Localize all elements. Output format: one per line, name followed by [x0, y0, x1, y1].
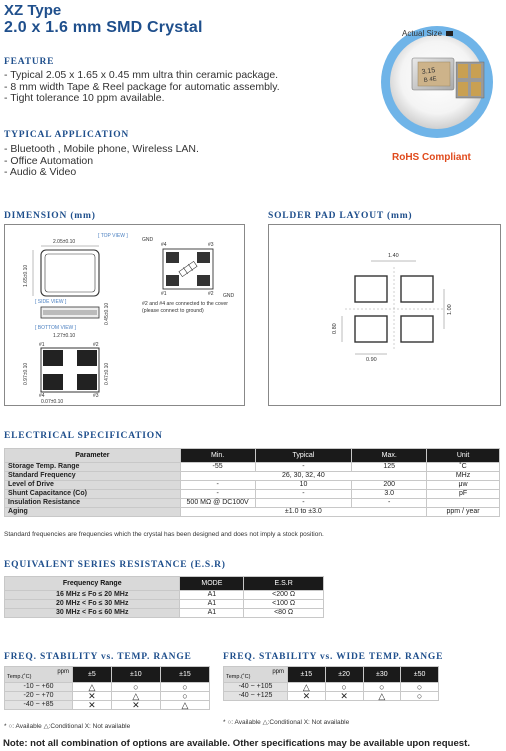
table-row [5, 508, 500, 517]
table-row [5, 591, 324, 600]
solder-title: SOLDER PAD LAYOUT (mm) [268, 211, 413, 221]
availability-cell: ✕ [111, 701, 160, 710]
dimension-drawing [4, 224, 245, 406]
freq-stability-legend: * ○: Available △:Conditional X: Not available [4, 723, 131, 730]
product-photo [372, 22, 502, 140]
actual-size-text: Actual Size [402, 29, 443, 38]
electrical-note: Standard frequencies are frequencies which the crystal has been designed and does not imply a stock position. [4, 531, 324, 538]
col-ppm: ±15 [288, 667, 326, 683]
corner-cell [224, 667, 288, 683]
actual-size-icon [446, 31, 453, 36]
pin2-label: #2 [93, 342, 99, 348]
wide-stability-title: FREQ. STABILITY vs. WIDE TEMP. RANGE [223, 652, 444, 662]
param-cell: Insulation Resistance [5, 499, 181, 508]
col-ppm: ±50 [401, 667, 439, 683]
pin3-top-label: #3 [208, 242, 214, 248]
table-row [5, 600, 324, 609]
table-row [5, 692, 210, 701]
table-row [5, 683, 210, 692]
electrical-table [4, 448, 500, 517]
param-cell: Aging [5, 508, 181, 517]
pin3-label: #3 [93, 393, 99, 399]
rohs-badge: RoHS Compliant [392, 152, 471, 163]
dim-pad-w-label: 1.27±0.10 [53, 333, 76, 339]
unit-cell: pF [427, 490, 500, 499]
availability-cell: △ [73, 683, 112, 692]
freq-stability-table [4, 666, 210, 710]
esr-title: EQUIVALENT SERIES RESISTANCE (E.S.R) [4, 560, 226, 570]
table-row [5, 490, 500, 499]
col-ppm: ±5 [73, 667, 112, 683]
availability-cell: △ [363, 692, 401, 701]
min-cell: - [180, 490, 255, 499]
application-item: - Audio & Video [4, 166, 77, 178]
col-typical: Typical [255, 449, 352, 463]
pin4-top-label: #4 [161, 242, 167, 248]
col-esr: E.S.R [244, 577, 324, 591]
actual-size-label [402, 29, 453, 38]
range-cell: 20 MHz < Fo ≤ 30 MHz [5, 600, 180, 609]
dim-pad-h-label: 0.97±0.10 [23, 362, 29, 385]
solder-pad-drawing [268, 224, 501, 406]
unit-cell: ˚C [427, 463, 500, 472]
max-cell: 200 [352, 481, 427, 490]
availability-cell: ○ [363, 683, 401, 692]
gnd-bottom-label: GND [223, 293, 235, 299]
temp-range-cell: -40 ~ +105 [224, 683, 288, 692]
temp-range-cell: -20 ~ +70 [5, 692, 73, 701]
application-title: TYPICAL APPLICATION [4, 130, 130, 140]
unit-cell [427, 499, 500, 508]
availability-cell: ○ [325, 683, 363, 692]
pad-width-label: 0.90 [366, 357, 377, 363]
typ-cell: - [255, 490, 352, 499]
availability-cell: ○ [401, 692, 439, 701]
max-cell: 3.0 [352, 490, 427, 499]
table-row [5, 481, 500, 490]
dim-width-label: 2.05±0.10 [53, 239, 76, 245]
unit-cell: μw [427, 481, 500, 490]
table-row [5, 609, 324, 618]
product-title: 2.0 x 1.6 mm SMD Crystal [4, 19, 203, 36]
col-ppm: ±15 [160, 667, 209, 683]
col-frequency-range: Frequency Range [5, 577, 180, 591]
feature-list [4, 70, 280, 105]
side-view-label: [ SIDE VIEW ] [35, 299, 67, 305]
esr-cell: <200 Ω [244, 591, 324, 600]
esr-cell: <80 Ω [244, 609, 324, 618]
application-item: - Bluetooth , Mobile phone, Wireless LAN. [4, 143, 199, 155]
wide-stability-table [223, 666, 439, 701]
mode-cell: A1 [180, 600, 244, 609]
top-view-label: [ TOP VIEW ] [98, 233, 128, 239]
ppm-label: ppm [57, 669, 69, 675]
col-unit: Unit [427, 449, 500, 463]
temp-range-cell: -10 ~ +60 [5, 683, 73, 692]
pin4-label: #4 [39, 393, 45, 399]
availability-cell: ○ [111, 683, 160, 692]
footer-note: Note: not all combination of options are available. Other specifications may be available upon request. [3, 738, 470, 749]
availability-cell: ✕ [288, 692, 326, 701]
availability-cell: △ [160, 701, 209, 710]
param-cell: Storage Temp. Range [5, 463, 181, 472]
range-cell: 16 MHz ≤ Fo ≤ 20 MHz [5, 591, 180, 600]
application-item: - Office Automation [4, 154, 94, 167]
table-row [5, 701, 210, 710]
param-cell: Standard Frequency [5, 472, 181, 481]
cover-note: #2 and #4 are connected to the cover [142, 301, 228, 307]
availability-cell: ○ [401, 683, 439, 692]
param-cell: Shunt Capacitance (Co) [5, 490, 181, 499]
max-cell: - [352, 499, 427, 508]
temp-range-cell: -40 ~ +125 [224, 692, 288, 701]
freq-stability-title: FREQ. STABILITY vs. TEMP. RANGE [4, 652, 192, 662]
availability-cell: ✕ [325, 692, 363, 701]
pin1-top-label: #1 [161, 291, 167, 297]
dimension-title: DIMENSION (mm) [4, 211, 96, 221]
availability-cell: ✕ [73, 692, 112, 701]
pin2-top-label: #2 [208, 291, 214, 297]
span-cell: 26, 30, 32, 40 [180, 472, 426, 481]
mode-cell: A1 [180, 591, 244, 600]
min-cell: -55 [180, 463, 255, 472]
col-ppm: ±30 [363, 667, 401, 683]
bottom-view-label: [ BOTTOM VIEW ] [35, 325, 77, 331]
svg-text:3.15: 3.15 [421, 67, 436, 76]
col-parameter: Parameter [5, 449, 181, 463]
dim-thickness-label: 0.45±0.10 [104, 302, 110, 325]
temp-range-cell: -40 ~ +85 [5, 701, 73, 710]
max-cell: 125 [352, 463, 427, 472]
ppm-label: ppm [272, 669, 284, 675]
dim-height-label: 1.65±0.10 [23, 264, 29, 287]
corner-cell [5, 667, 73, 683]
ground-note: (please connect to ground) [142, 308, 204, 314]
span-cell: ±1.0 to ±3.0 [180, 508, 426, 517]
col-min: Min. [180, 449, 255, 463]
typ-cell: 10 [255, 481, 352, 490]
table-row [224, 683, 439, 692]
esr-table [4, 576, 324, 618]
range-cell: 30 MHz < Fo ≤ 60 MHz [5, 609, 180, 618]
col-max: Max. [352, 449, 427, 463]
availability-cell: △ [288, 683, 326, 692]
availability-cell: ✕ [73, 701, 112, 710]
typ-cell: - [255, 499, 352, 508]
electrical-title: ELECTRICAL SPECIFICATION [4, 431, 163, 441]
col-ppm: ±10 [111, 667, 160, 683]
param-cell: Level of Drive [5, 481, 181, 490]
application-list [4, 144, 199, 179]
table-row [5, 472, 500, 481]
table-row [5, 499, 500, 508]
wide-stability-legend: * ○: Available △:Conditional X: Not available [223, 719, 350, 726]
availability-cell: △ [111, 692, 160, 701]
temp-label: Temp.(˚C) [7, 674, 32, 680]
dim-edge-label: 0.07±0.10 [41, 399, 64, 405]
unit-cell: ppm / year [427, 508, 500, 517]
typ-cell: - [255, 463, 352, 472]
pad-height-label: 0.80 [332, 323, 338, 334]
col-ppm: ±20 [325, 667, 363, 683]
col-mode: MODE [180, 577, 244, 591]
pin1-label: #1 [39, 342, 45, 348]
feature-item: - Typical 2.05 x 1.65 x 0.45 mm ultra thin ceramic package. [4, 69, 279, 81]
product-type: XZ Type [4, 2, 62, 19]
pitch-label: 1.40 [388, 253, 399, 259]
svg-text:B 4E: B 4E [423, 76, 438, 84]
feature-title: FEATURE [4, 57, 55, 67]
vertical-pitch-label: 1.00 [447, 304, 453, 315]
feature-item: - Tight tolerance 10 ppm available. [4, 92, 165, 104]
availability-cell: ○ [160, 692, 209, 701]
table-row [5, 463, 500, 472]
min-cell: 500 MΩ @ DC100V [180, 499, 255, 508]
mode-cell: A1 [180, 609, 244, 618]
gnd-top-label: GND [142, 237, 154, 243]
availability-cell: ○ [160, 683, 209, 692]
dim-pad-side-label: 0.47±0.10 [104, 362, 110, 385]
temp-label: Temp.(˚C) [226, 674, 251, 680]
unit-cell: MHz [427, 472, 500, 481]
esr-cell: <100 Ω [244, 600, 324, 609]
table-row [224, 692, 439, 701]
feature-item: - 8 mm width Tape & Reel package for automatic assembly. [4, 80, 280, 93]
min-cell: - [180, 481, 255, 490]
